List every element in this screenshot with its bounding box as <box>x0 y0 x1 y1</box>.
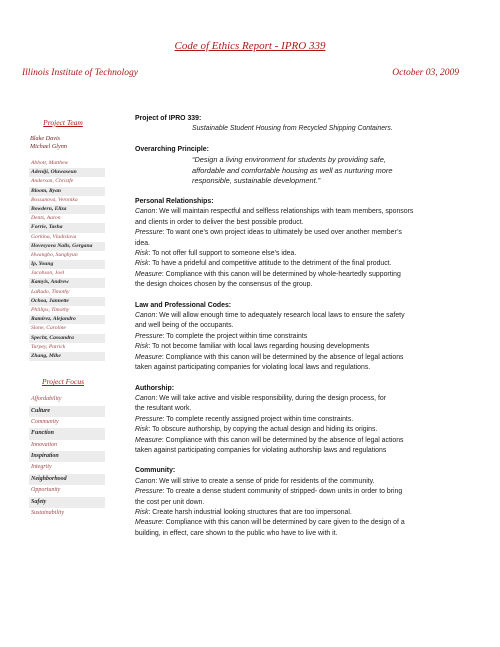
section-line <box>135 498 480 508</box>
section-line <box>135 436 480 446</box>
team-member: Jacobson, Joel <box>31 270 65 277</box>
team-member: Anderson, Christfe <box>31 178 74 185</box>
focus-item: Function <box>29 428 105 439</box>
team-member: Hovesyova Nalls, Gergana <box>29 242 105 251</box>
line-label: Risk <box>135 343 149 351</box>
line-text: : To have a prideful and competitive attitude to the detriment of the final product. <box>148 260 392 268</box>
team-member: Ramirez, Alejandro <box>29 315 105 324</box>
section-line <box>135 270 480 280</box>
section-line <box>135 321 480 331</box>
section-line <box>135 487 480 497</box>
team-member: Bowdern, Eliza <box>29 205 105 214</box>
line-text: taken against participating companies for violating authorship laws and regulations <box>135 446 387 454</box>
project-title: Sustainable Student Housing from Recycled Shipping Containers. <box>192 125 393 133</box>
principle-line: responsible, sustainable development.” <box>192 176 321 186</box>
line-label: Measure <box>135 436 162 444</box>
advisor-name: Blake Davis <box>30 135 61 142</box>
focus-item: Safety <box>29 497 105 508</box>
line-text: the resultant work. <box>135 405 192 413</box>
section-line <box>135 249 480 259</box>
team-member: Bossanova, Veronika <box>31 196 78 203</box>
team-member: Tarpey, Patrick <box>31 343 66 350</box>
team-member: Ochoa, Jannette <box>29 297 105 306</box>
team-member: Dents, Aaron <box>31 215 61 222</box>
project-heading: Project of IPRO 339: <box>135 115 202 122</box>
section-line <box>135 394 480 404</box>
team-member: Specht, Cassandra <box>29 334 105 343</box>
section-line <box>135 353 480 363</box>
section-line <box>135 342 480 352</box>
section-line <box>135 259 480 269</box>
project-team-heading: Project Team <box>43 118 83 127</box>
section-line <box>135 425 480 435</box>
focus-list <box>29 394 105 519</box>
section-line <box>135 529 480 539</box>
section-line <box>135 207 480 217</box>
team-member: Slone, Caroline <box>31 325 66 332</box>
line-label: Risk <box>135 260 149 268</box>
team-member: Ip, Young <box>29 260 105 269</box>
line-label: Pressure <box>135 332 163 340</box>
section-line <box>135 311 480 321</box>
line-label: Canon <box>135 394 156 402</box>
advisors-list <box>30 135 126 151</box>
section-line <box>135 363 480 373</box>
focus-item: Community <box>31 418 59 425</box>
section-heading: Law and Professional Codes: <box>135 301 232 309</box>
line-text: : To not offer full support to someone else’s idea. <box>148 250 297 258</box>
line-text: the design choices chosen by the consensus of the group. <box>135 281 313 289</box>
sidebar <box>22 118 126 519</box>
focus-item: Affordability <box>31 396 62 403</box>
focus-item: Neighborhood <box>29 474 105 485</box>
line-text: : Create harsh industrial looking structures that are too impersonal. <box>148 508 352 516</box>
team-member: Abbott, Matthew <box>31 160 69 166</box>
line-text: : To create a dense student community of stripped- down units in order to bring <box>162 488 403 496</box>
report-date: October 03, 2009 <box>392 68 459 78</box>
section-line <box>135 404 480 414</box>
line-text: and well being of the occupants. <box>135 322 234 330</box>
focus-item: Integrity <box>31 464 52 471</box>
line-label: Pressure <box>135 488 163 496</box>
team-member: Hwangbo, Sunghyun <box>31 251 78 258</box>
main-content <box>135 114 480 539</box>
line-text: taken against participating companies for violating local laws and regulations. <box>135 364 371 372</box>
line-label: Measure <box>135 519 162 527</box>
team-member: Bloom, Ryan <box>29 187 105 196</box>
section-line <box>135 332 480 342</box>
line-text: : Compliance with this canon will be determined by the absence of legal actions <box>161 353 404 361</box>
line-text: the cost per unit down. <box>135 498 205 506</box>
team-member: LaRudo, Timothy <box>31 288 70 295</box>
line-text: : We will strive to create a sense of pride for residents of the community. <box>155 477 375 485</box>
team-member: Phillips, Timothy <box>31 307 70 313</box>
team-member: Adeniji, Oluwaseun <box>29 168 105 177</box>
team-member-list <box>29 159 105 361</box>
team-member: Forrie, Tasha <box>29 223 105 232</box>
line-text: : We will allow enough time to adequately research local laws to ensure the safety <box>155 312 405 320</box>
line-label: Risk <box>135 508 149 516</box>
principle-heading: Overarching Principle: <box>135 145 209 153</box>
focus-item: Innovation <box>31 441 57 448</box>
section-heading: Authorship: <box>135 384 175 392</box>
section-line <box>135 228 480 238</box>
section-heading: Community: <box>135 467 176 475</box>
line-label: Risk <box>135 250 149 258</box>
line-text: : To not become familiar with local laws regarding housing developments <box>148 343 370 351</box>
line-label: Measure <box>135 353 162 361</box>
ethics-sections <box>135 187 480 539</box>
line-text: : To complete the project within time constraints <box>162 332 308 340</box>
section-line <box>135 508 480 518</box>
line-text: : To obscure authorship, by copying the actual design and hiding its origins. <box>148 426 378 434</box>
team-member: Gorkina, Vladislava <box>31 233 77 240</box>
line-text: : We will take active and visible responsibility, during the design process, for <box>155 394 387 402</box>
section-heading: Personal Relationships: <box>135 198 214 205</box>
line-text: : To want one’s own project ideas to ultimately be used over another member’s <box>162 229 402 237</box>
focus-item: Opportunity <box>31 487 61 494</box>
principle-quote <box>135 155 480 187</box>
line-label: Canon <box>135 208 156 216</box>
project-focus-heading: Project Focus <box>41 377 84 387</box>
line-text: : To complete recently assigned project within time constraints. <box>162 415 354 423</box>
line-label: Risk <box>135 426 149 434</box>
principle-line: “Design a living environment for students by providing safe, <box>192 155 386 165</box>
principle-line: affordable and comfortable housing as well as nurturing more <box>192 165 393 175</box>
institution-name: Illinois Institute of Technology <box>22 68 139 78</box>
line-label: Canon <box>135 477 156 485</box>
line-text: : Compliance with this canon will be determined by care given to the design of a <box>161 519 405 527</box>
team-member: Kamyis, Andrew <box>29 278 105 287</box>
line-text: building, in effect, care shown to the public who have to live with it. <box>135 529 338 537</box>
section-line <box>135 239 480 249</box>
line-text: idea. <box>135 239 150 247</box>
team-member: Zhang, Mike <box>29 352 105 361</box>
line-label: Canon <box>135 312 156 320</box>
section-line <box>135 446 480 456</box>
focus-item: Inspiration <box>29 451 105 462</box>
section-line <box>135 415 480 425</box>
section-line <box>135 280 480 290</box>
report-title: Code of Ethics Report - IPRO 339 <box>174 40 326 52</box>
focus-item: Sustainability <box>31 510 64 517</box>
line-text: : Compliance with this canon will be determined by the absence of legal actions <box>161 436 404 444</box>
line-label: Measure <box>135 270 162 278</box>
section-line <box>135 518 480 528</box>
section-line <box>135 477 480 487</box>
line-text: : We will maintain respectful and selfless relationships with team members, sponsors <box>155 208 414 216</box>
line-label: Pressure <box>135 229 163 237</box>
line-text: and clients in order to deliver the best possible product. <box>135 218 304 226</box>
focus-item: Culture <box>29 406 105 417</box>
section-line <box>135 218 480 228</box>
line-label: Pressure <box>135 415 163 423</box>
line-text: : Compliance with this canon will be determined by whole-heartedly supporting <box>161 270 401 278</box>
advisor-name: Michael Glynn <box>30 143 67 150</box>
